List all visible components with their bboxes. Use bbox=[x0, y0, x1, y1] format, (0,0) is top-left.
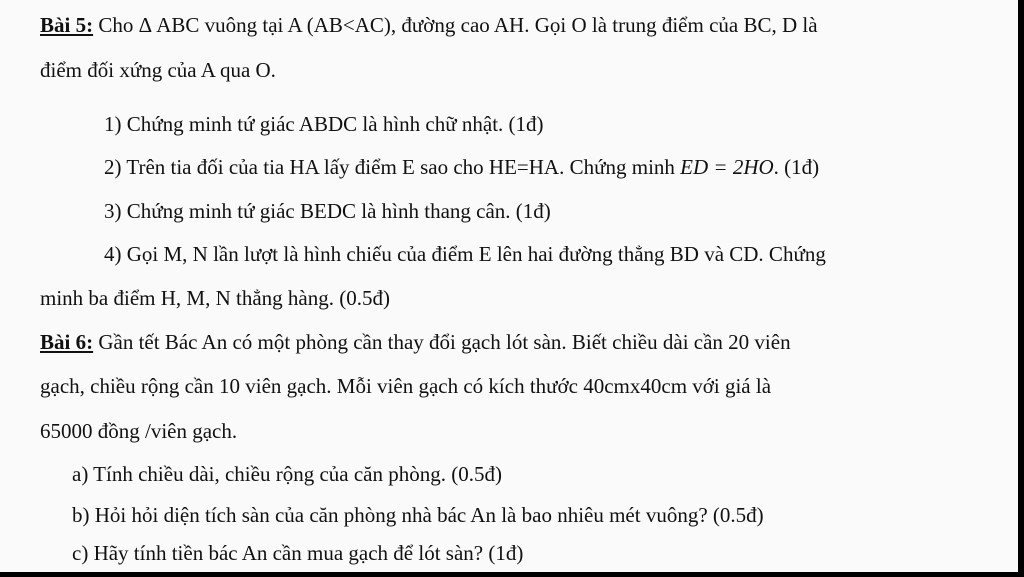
bai6-question-a: a) Tính chiều dài, chiều rộng của căn phòng. (0.5đ) bbox=[72, 462, 502, 486]
bai5-label: Bài 5: bbox=[40, 13, 94, 37]
bai5-intro-line-1 bbox=[40, 13, 818, 37]
bai5-question-2-points: . (1đ) bbox=[773, 155, 820, 179]
bai5-intro-text-1: Cho Δ ABC vuông tại A (AB<AC), đường cao AH. Gọi O là trung điểm của BC, D là bbox=[93, 13, 818, 37]
bai6-question-b: b) Hỏi hỏi diện tích sàn của căn phòng nhà bác An là bao nhiêu mét vuông? (0.5đ) bbox=[72, 503, 764, 527]
bai5-question-1: 1) Chứng minh tứ giác ABDC là hình chữ nhật. (1đ) bbox=[104, 112, 544, 136]
bai6-label: Bài 6: bbox=[40, 330, 94, 354]
bai5-question-4-line-1: 4) Gọi M, N lần lượt là hình chiếu của điểm E lên hai đường thẳng BD và CD. Chứng bbox=[104, 242, 826, 266]
bai5-question-3: 3) Chứng minh tứ giác BEDC là hình thang cân. (1đ) bbox=[104, 199, 551, 223]
bai6-intro-line-2: gạch, chiều rộng cần 10 viên gạch. Mỗi viên gạch có kích thước 40cmx40cm với giá là bbox=[40, 374, 772, 398]
bai6-intro-line-3: 65000 đồng /viên gạch. bbox=[40, 419, 238, 443]
bai5-intro-line-2: điểm đối xứng của A qua O. bbox=[40, 58, 276, 82]
bai6-intro-line-1 bbox=[40, 330, 791, 354]
bai6-intro-text-1: Gần tết Bác An có một phòng cần thay đổi gạch lót sàn. Biết chiều dài cần 20 viên bbox=[93, 330, 791, 354]
bai6-question-c: c) Hãy tính tiền bác An cần mua gạch để lót sàn? (1đ) bbox=[72, 541, 524, 565]
bai5-question-2-formula: ED = 2HO bbox=[680, 155, 774, 179]
bai5-question-2 bbox=[104, 155, 819, 179]
bai5-question-2-text: 2) Trên tia đối của tia HA lấy điểm E sao cho HE=HA. Chứng minh bbox=[104, 155, 681, 179]
bai5-question-4-line-2: minh ba điểm H, M, N thẳng hàng. (0.5đ) bbox=[40, 286, 390, 310]
